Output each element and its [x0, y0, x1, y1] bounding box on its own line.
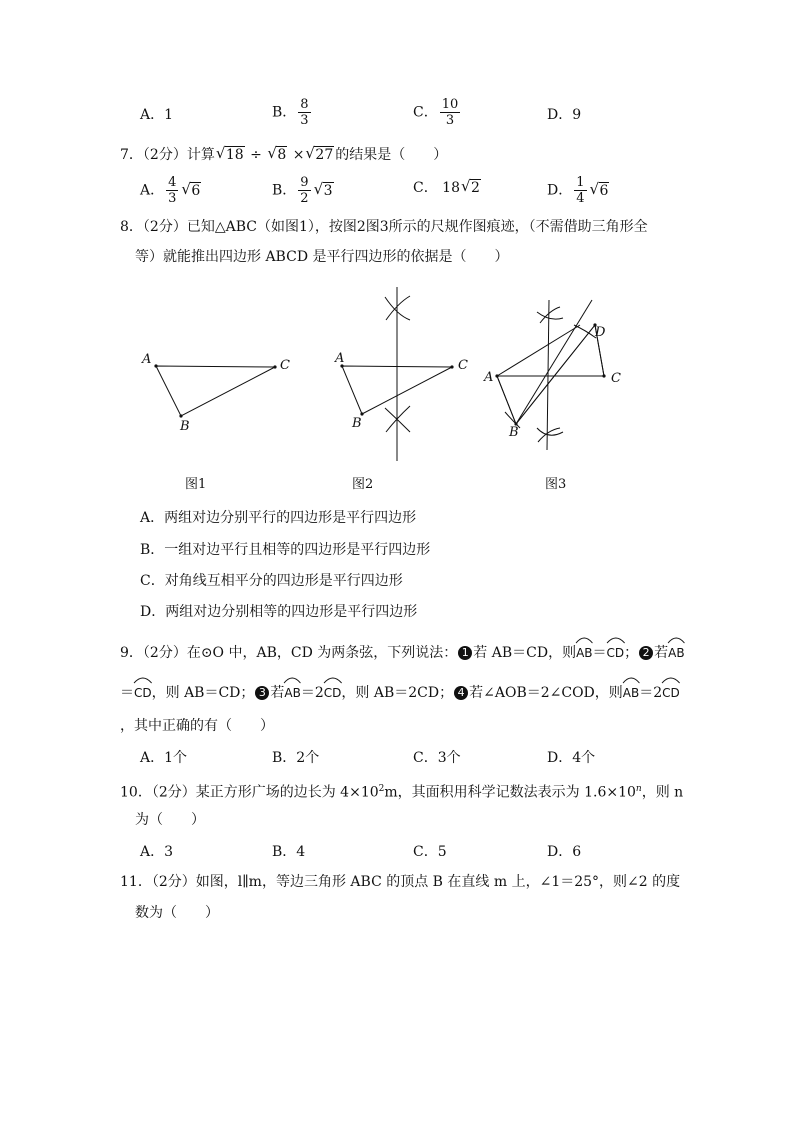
- stem-text: ，则 AB＝CD；: [151, 685, 255, 701]
- denominator: 2: [300, 191, 309, 206]
- fig3-caption: 图3: [545, 477, 567, 492]
- question-points: （2分）: [142, 147, 187, 163]
- q11-stem-line2: 数为（ ）: [135, 905, 219, 921]
- arc-name: CD: [323, 686, 342, 700]
- fig2-caption: 图2: [352, 477, 374, 492]
- fig3-arc-bottom: [537, 428, 563, 442]
- arc-name: AB: [576, 646, 593, 660]
- fig2-label-a: A: [335, 351, 345, 366]
- arc-name: CD: [134, 686, 152, 700]
- q9-option-b[interactable]: B．2个: [272, 750, 320, 766]
- denominator: 3: [300, 113, 309, 128]
- numerator: 9: [300, 175, 309, 190]
- stem-text: 若 AB＝CD，则: [473, 645, 577, 661]
- stem-text: 若: [270, 685, 285, 701]
- question-number: 9．: [120, 645, 143, 661]
- q9-option-a[interactable]: A．1个: [140, 750, 188, 766]
- arc: [662, 681, 680, 703]
- q10-stem-line2: 为（ ）: [135, 812, 205, 828]
- radicand: 27: [315, 147, 334, 163]
- arc-name: CD: [606, 646, 625, 660]
- option-letter: C．: [413, 180, 438, 196]
- option-value: 1: [164, 107, 174, 123]
- arc-name: AB: [622, 686, 640, 700]
- circled-number: 3: [255, 686, 269, 700]
- denominator: 3: [445, 113, 455, 128]
- denominator: 4: [576, 191, 585, 206]
- operator: ＝: [592, 645, 607, 661]
- question-number: 8．: [120, 219, 143, 235]
- circled-number: 1: [458, 646, 472, 660]
- option-letter: B．: [272, 182, 297, 199]
- q11-stem-line1: [120, 872, 680, 892]
- q10-option-c[interactable]: C．5: [413, 844, 447, 860]
- radicand: 3: [323, 182, 333, 199]
- q8-figures: [0, 0, 794, 520]
- fig3-arc-top: [537, 307, 563, 323]
- fig3-parallelogram: [497, 325, 604, 424]
- option-letter: C．: [413, 104, 438, 121]
- radicand: 2: [471, 180, 480, 196]
- numerator: 4: [168, 175, 177, 190]
- radicand: 8: [277, 147, 287, 163]
- q9-stem-line2: [120, 681, 680, 703]
- numerator: 1: [576, 175, 585, 190]
- circled-number: 2: [639, 646, 653, 660]
- question-number: 10．: [120, 784, 152, 801]
- numerator: 10: [441, 97, 459, 112]
- q10-stem-line1: [120, 779, 683, 803]
- option-letter: A．: [140, 182, 165, 199]
- option-letter: D．: [547, 182, 573, 199]
- fig3-label-b: B: [509, 425, 519, 440]
- fig1-triangle: [156, 366, 275, 416]
- stem-text: 若∠AOB＝2∠COD，则: [469, 685, 623, 701]
- option-letter: A．: [140, 107, 165, 123]
- q9-stem-line1: [120, 641, 685, 663]
- punctuation: ；: [624, 645, 639, 661]
- operator: ＝: [120, 685, 134, 701]
- arc-name: AB: [284, 686, 301, 700]
- q8-option-a[interactable]: A．两组对边分别平行的四边形是平行四边形: [140, 510, 417, 526]
- stem-text: 的结果是（ ）: [335, 147, 448, 163]
- stem-text: 若: [654, 645, 669, 661]
- fig1-label-b: B: [180, 419, 190, 434]
- q10-option-a[interactable]: A．3: [140, 844, 174, 860]
- arc: [623, 681, 639, 703]
- option-letter: D．: [547, 107, 573, 123]
- circled-number: 4: [454, 686, 468, 700]
- arc-name: AB: [668, 646, 685, 660]
- radicand: 6: [599, 182, 609, 199]
- stem-text: m，其面积用科学记数法表示为 1.6×10: [384, 784, 636, 801]
- fig3-side-ab: [497, 376, 516, 424]
- arc: [607, 641, 625, 663]
- stem-text: 计算: [186, 147, 215, 163]
- q9-stem-line3: ，其中正确的有（ ）: [120, 718, 274, 734]
- stem-text: （2分）某正方形广场的边长为 4×10: [151, 784, 379, 801]
- option-letter: B．: [272, 104, 297, 121]
- exponent: n: [635, 784, 642, 794]
- fig1-label-c: C: [280, 358, 290, 373]
- operator: ×: [292, 147, 305, 163]
- fig3-arc-d: [574, 325, 596, 338]
- fig3-perpendicular-bisector: [547, 300, 549, 450]
- option-value: 9: [572, 107, 582, 123]
- fig3-line-ad: [497, 325, 580, 376]
- stem-text: （2分）如图，l∥m，等边三角形 ABC 的顶点 B 在直线 m 上，∠1＝25°，则∠2 的度: [151, 874, 681, 890]
- q9-option-d[interactable]: D．4个: [547, 750, 596, 766]
- operator: ＝2: [300, 685, 324, 701]
- question-number: 7．: [120, 147, 143, 163]
- stem-text: ，则 AB＝2CD；: [341, 685, 454, 701]
- radicand: 6: [191, 182, 201, 199]
- fig1-caption: 图1: [185, 477, 207, 492]
- q10-option-b[interactable]: B．4: [272, 844, 306, 860]
- arc: [324, 681, 342, 703]
- arc: [576, 641, 592, 663]
- radicand: 18: [225, 147, 244, 163]
- stem-text: （2分）已知△ABC（如图1），按图2图3所示的尺规作图痕迹，（不需借助三角形全: [142, 219, 648, 235]
- arc-name: CD: [662, 686, 680, 700]
- q8-option-b[interactable]: B．一组对边平行且相等的四边形是平行四边形: [140, 542, 431, 558]
- operator: ＝2: [639, 685, 663, 701]
- coefficient: 18: [442, 180, 460, 196]
- stem-text: ，则 n: [641, 784, 684, 801]
- q10-option-d[interactable]: D．6: [547, 844, 582, 860]
- numerator: 8: [300, 97, 309, 112]
- operator: ÷: [250, 147, 262, 163]
- exponent: 2: [378, 784, 385, 794]
- fig1-label-a: A: [142, 352, 152, 367]
- arc: [134, 681, 152, 703]
- denominator: 3: [168, 191, 177, 206]
- fig2-label-b: B: [352, 416, 362, 431]
- fig3-label-d: D: [595, 325, 606, 340]
- arc: [668, 641, 684, 663]
- question-number: 11．: [120, 874, 152, 890]
- fig2-label-c: C: [458, 358, 468, 373]
- arc: [284, 681, 300, 703]
- q9-option-c[interactable]: C．3个: [413, 750, 461, 766]
- q8-option-d[interactable]: D．两组对边分别相等的四边形是平行四边形: [140, 604, 418, 620]
- fig3-label-a: A: [484, 370, 494, 385]
- q8-option-c[interactable]: C．对角线互相平分的四边形是平行四边形: [140, 573, 403, 589]
- q8-stem-line2: 等）就能推出四边形 ABCD 是平行四边形的依据是（ ）: [135, 249, 509, 265]
- stem-text: （2分）在⊙O 中，AB，CD 为两条弦，下列说法：: [142, 645, 458, 661]
- fig3-label-c: C: [611, 371, 621, 386]
